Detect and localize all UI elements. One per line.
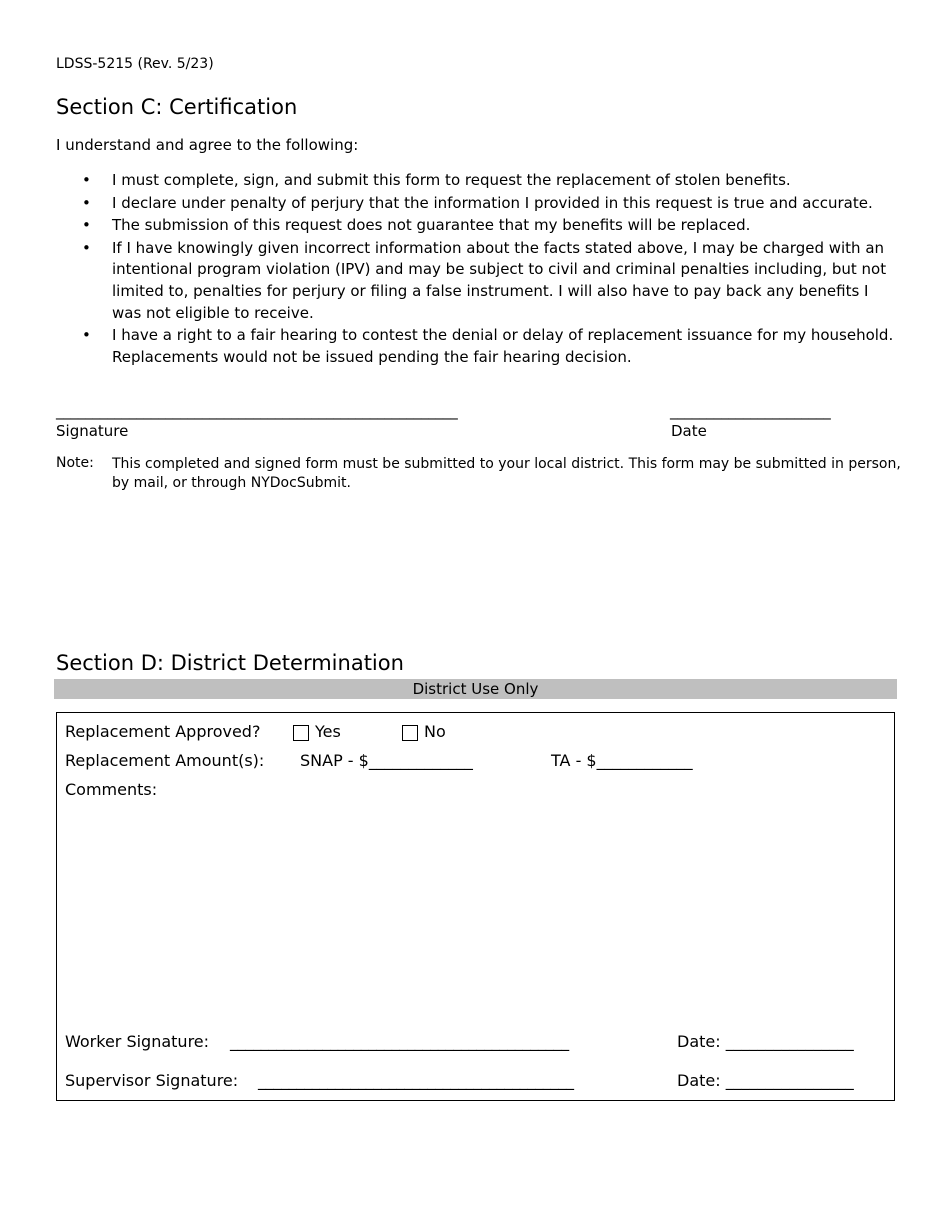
worker-signature-line[interactable]: ____________________________________________ <box>230 1032 569 1051</box>
signature-label: Signature <box>56 422 129 440</box>
comments-area[interactable] <box>65 805 885 1005</box>
note-text: This completed and signed form must be submitted to your local district. This form may be submitted in person, by mail, or through NYDocSubmit. <box>112 456 901 491</box>
list-item: • I must complete, sign, and submit this form to request the replacement of stolen benefits. <box>56 170 896 192</box>
comments-label: Comments: <box>65 780 158 799</box>
date-line[interactable]: ______________________ <box>670 402 831 420</box>
yes-label: Yes <box>315 722 341 741</box>
note-label: Note: <box>56 455 94 471</box>
certification-list <box>56 170 896 369</box>
section-c-title: Section C: Certification <box>56 95 298 119</box>
worker-date-field[interactable]: Date: ________________ <box>677 1032 854 1051</box>
worker-signature-label: Worker Signature: <box>65 1032 210 1051</box>
section-d-title: Section D: District Determination <box>56 651 404 675</box>
no-checkbox[interactable] <box>402 725 418 741</box>
signature-line[interactable]: _______________________________________________________ <box>56 402 458 420</box>
form-id: LDSS-5215 (Rev. 5/23) <box>56 56 214 72</box>
no-label: No <box>424 722 446 741</box>
supervisor-signature-label: Supervisor Signature: <box>65 1071 239 1090</box>
ta-amount-field[interactable]: TA - $____________ <box>551 751 693 770</box>
replacement-approved-label: Replacement Approved? <box>65 722 261 741</box>
list-item: • I have a right to a fair hearing to contest the denial or delay of replacement issuance for my household. Replacements would not be issued pending the fair hearing decision. <box>56 325 896 368</box>
list-item: • The submission of this request does not guarantee that my benefits will be replaced. <box>56 215 896 237</box>
list-item: • I declare under penalty of perjury that the information I provided in this request is true and accurate. <box>56 193 896 215</box>
supervisor-date-field[interactable]: Date: ________________ <box>677 1071 854 1090</box>
supervisor-signature-line[interactable]: _________________________________________ <box>258 1071 574 1090</box>
section-c-intro: I understand and agree to the following: <box>56 136 359 154</box>
district-use-only-label: District Use Only <box>412 680 539 698</box>
district-determination-box <box>56 712 895 1101</box>
district-use-only-bar <box>54 679 897 699</box>
yes-checkbox[interactable] <box>293 725 309 741</box>
replacement-amount-label: Replacement Amount(s): <box>65 751 265 770</box>
list-item: • If I have knowingly given incorrect information about the facts stated above, I may be charged with an intentional program violation (IPV) and may be subject to civil and criminal penalties including, but not limited to, penalties for perjury or filing a false instrument. I will also have to pay back any benefits I was not eligible to receive. <box>56 238 896 324</box>
date-label: Date <box>671 422 707 440</box>
snap-amount-field[interactable]: SNAP - $_____________ <box>300 751 473 770</box>
